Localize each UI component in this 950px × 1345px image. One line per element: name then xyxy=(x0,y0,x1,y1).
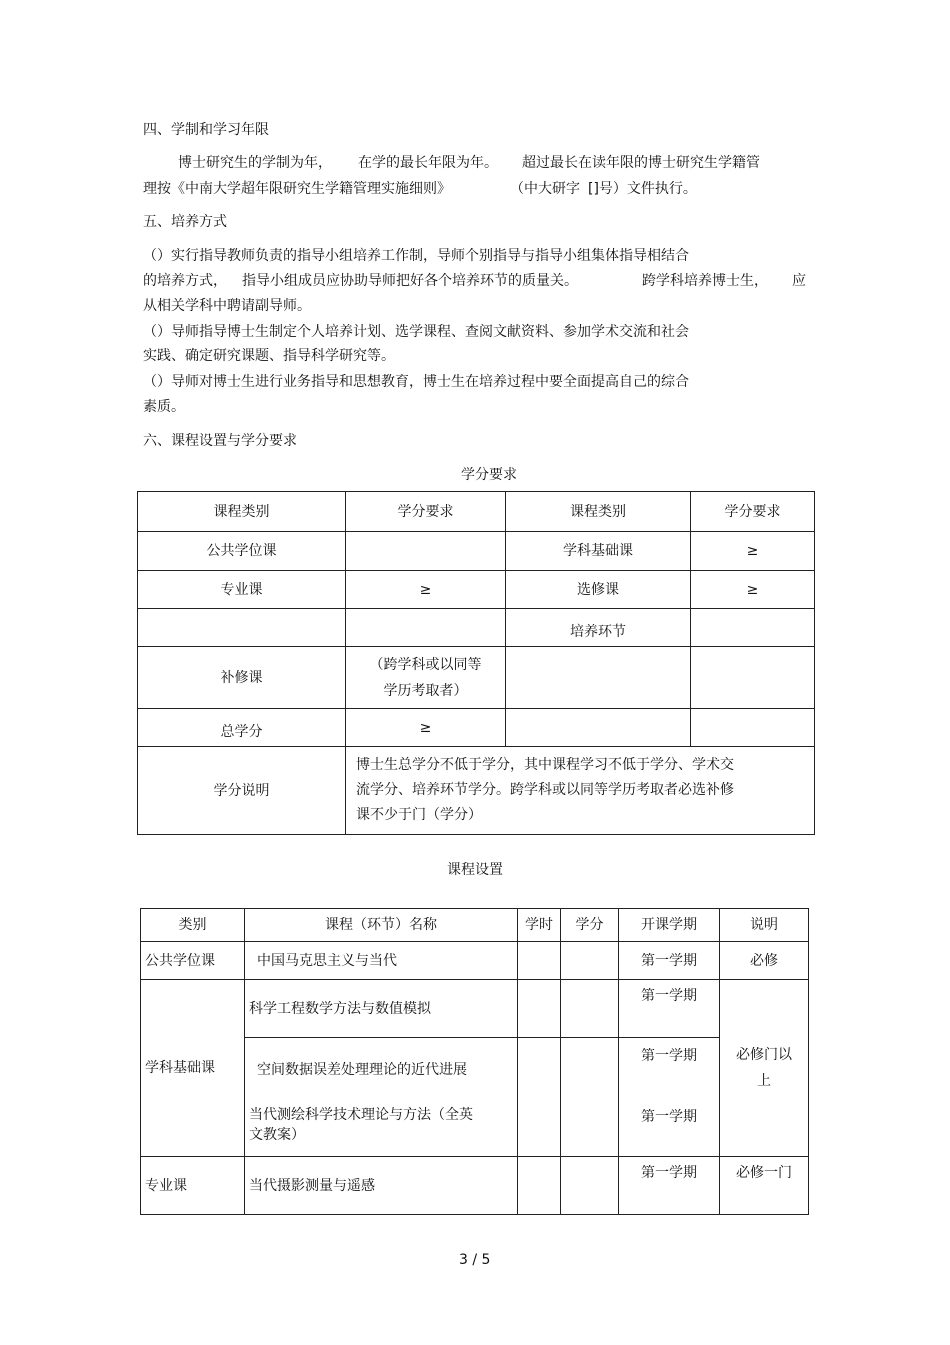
table-header: 开课学期 xyxy=(619,909,720,942)
table-cell xyxy=(346,747,815,835)
course-term: 第一学期 xyxy=(641,1048,697,1064)
table-header: 说明 xyxy=(720,909,809,942)
cell-line: （跨学科或以同等 xyxy=(369,656,482,673)
table-cell: 必修 xyxy=(720,942,809,980)
section-5-item: 的培养方式， xyxy=(143,273,227,289)
section-4-text: 超过最长在读年限的博士研究生学籍管 xyxy=(522,155,760,171)
section-5-item: 实践、确定研究课题、指导科学研究等。 xyxy=(143,348,395,364)
section-5-item: （）导师指导博士生制定个人培养计划、选学课程、查阅文献资料、参加学术交流和社会 xyxy=(143,324,689,340)
table-cell xyxy=(619,1038,720,1157)
table-cell: 学科基础课 xyxy=(506,532,691,571)
page-number: 3 / 5 xyxy=(459,1252,491,1268)
table-cell: ≥ xyxy=(691,532,815,571)
cell-line: 课不少于门（学分） xyxy=(356,807,482,823)
table-cell: 选修课 xyxy=(506,571,691,609)
section-5-item: 指导小组成员应协助导师把好各个培养环节的质量关。 xyxy=(242,273,578,289)
section-4-heading: 四、学制和学习年限 xyxy=(143,122,269,138)
table-cell: 学科基础课 xyxy=(141,980,245,1157)
table-cell xyxy=(518,1038,561,1157)
table-cell xyxy=(245,1038,518,1157)
section-4-text: 理按《中南大学超年限研究生学籍管理实施细则》 xyxy=(143,181,451,197)
table-cell xyxy=(561,980,619,1038)
table-cell: 科学工程数学方法与数值模拟 xyxy=(245,980,518,1038)
section-5-item: 跨学科培养博士生， xyxy=(642,273,768,289)
table-cell: 公共学位课 xyxy=(138,532,346,571)
table-cell xyxy=(346,609,506,647)
course-term: 第一学期 xyxy=(641,1109,697,1125)
table-cell: 中国马克思主义与当代 xyxy=(245,942,518,980)
table-header: 学时 xyxy=(518,909,561,942)
table-cell xyxy=(561,942,619,980)
section-4-text: （中大研字 xyxy=(510,181,580,197)
table-cell xyxy=(518,980,561,1038)
table-cell: 公共学位课 xyxy=(141,942,245,980)
table-header: 课程（环节）名称 xyxy=(245,909,518,942)
section-5-item: （）实行指导教师负责的指导小组培养工作制，导师个别指导与指导小组集体指导相结合 xyxy=(143,248,689,264)
table-cell: ≥ xyxy=(691,571,815,609)
table-cell xyxy=(518,1157,561,1215)
table-cell: 总学分 xyxy=(138,709,346,747)
course-name: 文教案） xyxy=(249,1127,305,1143)
table-header: 类别 xyxy=(141,909,245,942)
section-4-text: 在学的最长年限为年。 xyxy=(358,155,498,171)
section-5-item: 从相关学科中聘请副导师。 xyxy=(143,298,311,314)
section-6-heading: 六、课程设置与学分要求 xyxy=(143,433,297,449)
cell-line: 学历考取者） xyxy=(383,682,468,699)
table-cell xyxy=(561,1157,619,1215)
section-5-heading: 五、培养方式 xyxy=(143,214,227,230)
table-header: 课程类别 xyxy=(138,492,346,532)
cell-line: 上 xyxy=(757,1073,771,1089)
credit-requirement-table xyxy=(137,491,815,835)
table-cell xyxy=(346,532,506,571)
course-table-caption: 课程设置 xyxy=(447,862,503,878)
table-cell: 必修一门 xyxy=(720,1157,809,1215)
table-header: 课程类别 xyxy=(506,492,691,532)
table-cell xyxy=(346,647,506,709)
table-header: 学分要求 xyxy=(691,492,815,532)
cell-line: 流学分、培养环节学分。跨学科或以同等学历考取者必选补修 xyxy=(356,782,734,798)
cell-line: 必修门以 xyxy=(736,1047,792,1063)
course-table xyxy=(140,908,809,1215)
table-cell: 专业课 xyxy=(141,1157,245,1215)
table-cell: ≥ xyxy=(346,709,506,747)
cell-line: 博士生总学分不低于学分，其中课程学习不低于学分、学术交 xyxy=(356,757,734,773)
table-cell xyxy=(561,1038,619,1157)
section-5-item: （）导师对博士生进行业务指导和思想教育，博士生在培养过程中要全面提高自己的综合 xyxy=(143,374,689,390)
table-cell xyxy=(518,942,561,980)
section-4-text: 博士研究生的学制为年， xyxy=(178,155,332,171)
table-cell: 第一学期 xyxy=(619,980,720,1038)
table-cell: 补修课 xyxy=(138,647,346,709)
table-header: 学分 xyxy=(561,909,619,942)
table-cell xyxy=(506,709,691,747)
table-cell: ≥ xyxy=(346,571,506,609)
table-cell: 当代摄影测量与遥感 xyxy=(245,1157,518,1215)
table-cell xyxy=(720,980,809,1157)
table-cell: 专业课 xyxy=(138,571,346,609)
table-cell: 第一学期 xyxy=(619,942,720,980)
section-5-item: 素质。 xyxy=(143,399,185,415)
table-cell: 第一学期 xyxy=(619,1157,720,1215)
table-cell: 学分说明 xyxy=(138,747,346,835)
section-4-text: []号）文件执行。 xyxy=(588,181,697,197)
table-cell xyxy=(506,647,691,709)
course-name: 当代测绘科学技术理论与方法（全英 xyxy=(249,1107,473,1123)
table-cell xyxy=(691,609,815,647)
course-name: 空间数据误差处理理论的近代进展 xyxy=(257,1062,467,1078)
section-5-item: 应 xyxy=(792,273,806,289)
table-cell xyxy=(138,609,346,647)
table-cell: 培养环节 xyxy=(506,609,691,647)
table-header: 学分要求 xyxy=(346,492,506,532)
credit-table-caption: 学分要求 xyxy=(461,467,517,483)
table-cell xyxy=(691,647,815,709)
table-cell xyxy=(691,709,815,747)
